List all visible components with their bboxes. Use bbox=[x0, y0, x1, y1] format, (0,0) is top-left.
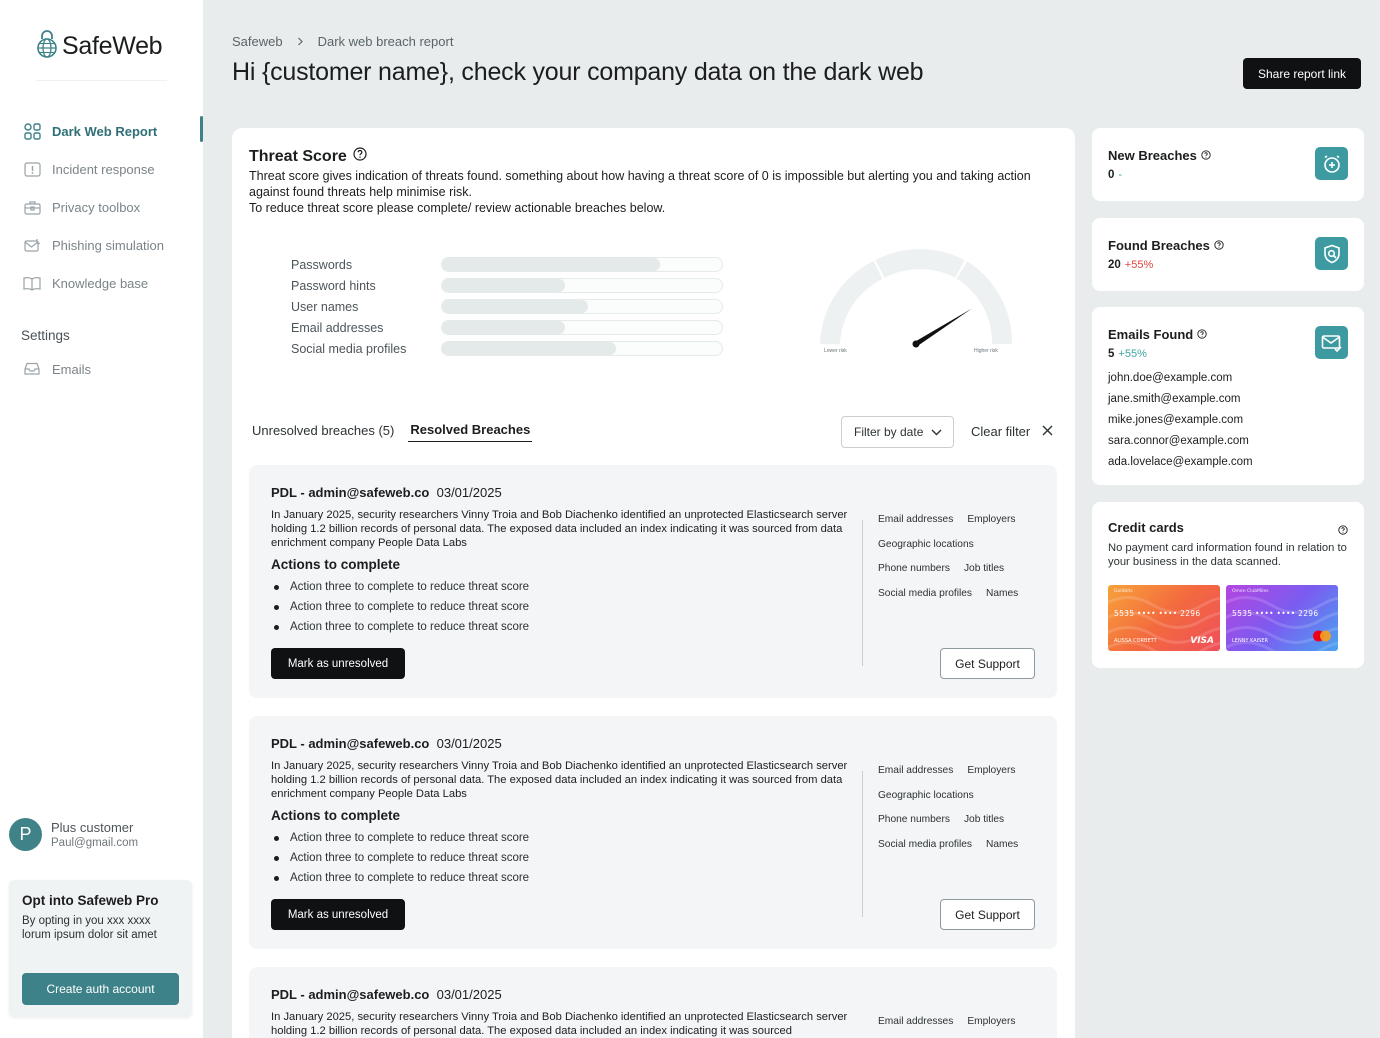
sidebar-nav bbox=[0, 112, 203, 302]
data-type-tags bbox=[878, 1009, 1048, 1034]
globe-lock-icon bbox=[36, 30, 58, 63]
sidebar bbox=[0, 0, 203, 1038]
gauge-low-label: Lower risk bbox=[824, 348, 847, 354]
user-email: Paul@gmail.com bbox=[51, 837, 139, 849]
breach-card bbox=[249, 716, 1057, 949]
breach-card bbox=[249, 967, 1057, 1038]
card-holder: LENNY KAISER bbox=[1232, 638, 1268, 644]
alert-icon bbox=[23, 160, 41, 178]
stat-value bbox=[1108, 259, 1153, 271]
email-list bbox=[1108, 367, 1253, 472]
filter-label: Filter by date bbox=[854, 425, 924, 439]
data-type-tag: Email addresses bbox=[878, 513, 954, 525]
chevron-right-icon bbox=[297, 34, 304, 49]
settings-heading: Settings bbox=[21, 328, 70, 343]
stat-delta: +55% bbox=[1118, 348, 1147, 360]
data-type-tag: Email addresses bbox=[878, 764, 954, 776]
phishing-icon bbox=[23, 236, 41, 254]
tab-resolved-breaches[interactable]: Resolved Breaches bbox=[408, 422, 532, 442]
divider bbox=[862, 771, 863, 917]
threat-score-label: Threat Score bbox=[249, 147, 347, 165]
logo[interactable] bbox=[36, 30, 162, 63]
threat-bar-fill bbox=[442, 321, 565, 334]
credit-cards-text: No payment card information found in relation to your business in the data scanned. bbox=[1108, 542, 1347, 568]
mail-check-icon bbox=[1315, 326, 1348, 359]
card-holder: ALISSA CORBETT bbox=[1114, 638, 1157, 644]
email-item: ada.lovelace@example.com bbox=[1108, 455, 1253, 468]
credit-card-image bbox=[1226, 585, 1338, 651]
breach-source: PDL - admin@safeweb.co bbox=[271, 485, 430, 500]
actions-title: Actions to complete bbox=[271, 557, 401, 572]
breach-tabs bbox=[252, 422, 532, 442]
threat-bar-track bbox=[441, 320, 723, 335]
card-number: 5535 •••• •••• 2296 bbox=[1114, 609, 1201, 618]
threat-bar-label: Social media profiles bbox=[291, 341, 407, 356]
mark-as-unresolved-button[interactable]: Mark as unresolved bbox=[271, 648, 405, 679]
action-list bbox=[271, 828, 529, 888]
breach-date: 03/01/2025 bbox=[436, 736, 502, 751]
threat-bar-row bbox=[291, 254, 723, 275]
action-item: Action three to complete to reduce threat score bbox=[271, 848, 529, 868]
clear-filter-label: Clear filter bbox=[971, 424, 1031, 439]
help-icon[interactable] bbox=[1197, 327, 1207, 342]
sidebar-item-label: Dark Web Report bbox=[52, 123, 158, 139]
sidebar-item-phishing-simulation[interactable] bbox=[0, 226, 203, 264]
help-icon[interactable] bbox=[1338, 522, 1348, 540]
breach-date: 03/01/2025 bbox=[436, 987, 502, 1002]
inbox-icon bbox=[23, 360, 41, 378]
grid-icon bbox=[23, 122, 41, 140]
threat-bar-row bbox=[291, 275, 723, 296]
avatar: P bbox=[9, 818, 42, 851]
breach-date: 03/01/2025 bbox=[436, 485, 502, 500]
help-icon[interactable] bbox=[1201, 148, 1211, 163]
mastercard-logo bbox=[1312, 627, 1332, 646]
user-name: Plus customer bbox=[51, 820, 134, 835]
data-type-tag: Employers bbox=[967, 764, 1016, 776]
threat-bar-label: Passwords bbox=[291, 257, 353, 272]
threat-bar-track bbox=[441, 341, 723, 356]
data-type-tag: Employers bbox=[967, 513, 1016, 525]
breach-header bbox=[271, 736, 502, 751]
gauge-needle bbox=[911, 306, 973, 349]
threat-bar-fill bbox=[442, 279, 565, 292]
threat-bar-label: Password hints bbox=[291, 278, 376, 293]
email-item: sara.connor@example.com bbox=[1108, 434, 1249, 447]
data-type-tag: Job titles bbox=[963, 814, 1005, 826]
close-icon bbox=[1042, 424, 1053, 439]
breach-description: In January 2025, security researchers Vinny Troia and Bob Diachenko identified an unprotected Elasticsearch server holding 1.2 billion records of personal data. The exposed data included an index indicating it was sourced from data enrichment company People Data Labs bbox=[271, 760, 848, 800]
breach-source: PDL - admin@safeweb.co bbox=[271, 736, 430, 751]
user-profile[interactable] bbox=[9, 818, 138, 851]
breadcrumb-item[interactable]: Safeweb bbox=[232, 34, 283, 49]
breach-description: In January 2025, security researchers Vinny Troia and Bob Diachenko identified an unprotected Elasticsearch server holding 1.2 billion records of personal data. The exposed data included an index indicating it was sourced bbox=[271, 1011, 848, 1037]
threat-bar-label: User names bbox=[291, 299, 359, 314]
data-type-tag: Phone numbers bbox=[878, 814, 950, 826]
card-bank-name: Goldbits bbox=[1114, 589, 1133, 594]
sidebar-item-privacy-toolbox[interactable] bbox=[0, 188, 203, 226]
sidebar-item-knowledge-base[interactable] bbox=[0, 264, 203, 302]
divider bbox=[36, 80, 167, 81]
data-type-tag: Social media profiles bbox=[878, 587, 972, 599]
stat-title bbox=[1108, 238, 1224, 253]
new-breaches-card bbox=[1092, 128, 1364, 201]
stat-number: 0 bbox=[1108, 169, 1115, 181]
mark-as-unresolved-button[interactable]: Mark as unresolved bbox=[271, 899, 405, 930]
email-item: mike.jones@example.com bbox=[1108, 413, 1244, 426]
pro-text: By opting in you xxx xxxx lorum ipsum dolor sit amet bbox=[22, 915, 157, 941]
threat-bar-track bbox=[441, 299, 723, 314]
action-item: Action three to complete to reduce threat score bbox=[271, 868, 529, 888]
help-icon[interactable] bbox=[353, 147, 367, 166]
stat-delta: +55% bbox=[1124, 259, 1154, 271]
data-type-tag: Employers bbox=[967, 1015, 1016, 1027]
threat-bar-row bbox=[291, 317, 723, 338]
gauge-high-label: Higher risk bbox=[974, 348, 998, 354]
data-type-tag: Names bbox=[986, 838, 1019, 850]
threat-bar-track bbox=[441, 278, 723, 293]
email-item: jane.smith@example.com bbox=[1108, 392, 1241, 405]
pro-title: Opt into Safeweb Pro bbox=[22, 893, 159, 908]
share-report-link-button[interactable]: Share report link bbox=[1243, 58, 1361, 89]
sidebar-item-label: Knowledge base bbox=[52, 275, 149, 291]
found-breaches-card bbox=[1092, 218, 1364, 291]
card-number: 5535 •••• •••• 2296 bbox=[1232, 609, 1319, 618]
alarm-plus-icon bbox=[1315, 147, 1348, 180]
create-auth-account-button[interactable]: Create auth account bbox=[22, 973, 179, 1005]
data-type-tag: Geographic locations bbox=[878, 789, 974, 801]
data-type-tag: Phone numbers bbox=[878, 563, 950, 575]
stat-title bbox=[1108, 327, 1207, 342]
threat-bar-fill bbox=[442, 258, 660, 271]
data-type-tag: Email addresses bbox=[878, 1015, 954, 1027]
threat-bar-track bbox=[441, 257, 723, 272]
sidebar-item-label: Incident response bbox=[52, 161, 155, 177]
app-name: SafeWeb bbox=[62, 32, 163, 60]
breadcrumb-item[interactable]: Dark web breach report bbox=[317, 34, 454, 49]
threat-bar-label: Email addresses bbox=[291, 320, 384, 335]
stat-number: 20 bbox=[1108, 259, 1121, 271]
sidebar-item-incident-response[interactable] bbox=[0, 150, 203, 188]
credit-cards-card bbox=[1092, 502, 1364, 668]
pro-upsell-card bbox=[9, 880, 192, 1017]
book-icon bbox=[23, 274, 41, 292]
stat-delta: - bbox=[1118, 169, 1123, 181]
threat-bars bbox=[291, 254, 723, 359]
action-item: Action three to complete to reduce threat score bbox=[271, 577, 529, 597]
data-type-tags bbox=[878, 758, 1048, 857]
breach-description: In January 2025, security researchers Vinny Troia and Bob Diachenko identified an unprotected Elasticsearch server holding 1.2 billion records of personal data. The exposed data included an index indicating it was sourced from data enrichment company People Data Labs bbox=[271, 509, 848, 549]
stat-value bbox=[1108, 169, 1122, 181]
sidebar-item-label: Emails bbox=[52, 361, 92, 377]
threat-bar-fill bbox=[442, 300, 588, 313]
main-panel bbox=[232, 128, 1075, 1038]
breach-source: PDL - admin@safeweb.co bbox=[271, 987, 430, 1002]
shield-search-icon bbox=[1315, 237, 1348, 270]
emails-found-card bbox=[1092, 307, 1364, 485]
threat-score-description: Threat score gives indication of threats found. something about how having a threat score of 0 is impossible but alerting you and taking action against found threats help minimise risk. To reduce threat score please complete/ review actionable breaches below. bbox=[249, 169, 1031, 215]
toolbox-icon bbox=[23, 198, 41, 216]
breach-card bbox=[249, 465, 1057, 698]
stat-title-label: Found Breaches bbox=[1108, 238, 1210, 253]
action-item: Action three to complete to reduce threat score bbox=[271, 617, 529, 637]
action-list bbox=[271, 577, 529, 637]
data-type-tags bbox=[878, 507, 1048, 606]
data-type-tag: Job titles bbox=[963, 563, 1005, 575]
sidebar-item-label: Privacy toolbox bbox=[52, 199, 141, 215]
chevron-down-icon bbox=[931, 425, 942, 439]
sidebar-item-emails[interactable] bbox=[0, 350, 203, 388]
breach-header bbox=[271, 485, 502, 500]
get-support-button[interactable]: Get Support bbox=[940, 648, 1035, 679]
action-item: Action three to complete to reduce threat score bbox=[271, 828, 529, 848]
action-item: Action three to complete to reduce threat score bbox=[271, 597, 529, 617]
email-item: john.doe@example.com bbox=[1108, 371, 1233, 384]
threat-bar-fill bbox=[442, 342, 616, 355]
card-bank-name: Omen ClubMiles bbox=[1232, 589, 1269, 594]
visa-logo: VISA bbox=[1190, 636, 1214, 646]
stat-title bbox=[1108, 148, 1211, 163]
data-type-tag: Social media profiles bbox=[878, 838, 972, 850]
divider bbox=[862, 520, 863, 666]
sidebar-item-label: Phishing simulation bbox=[52, 237, 165, 253]
threat-score-title bbox=[249, 147, 367, 166]
stat-value bbox=[1108, 348, 1147, 360]
page-title: Hi {customer name}, check your company data on the dark web bbox=[232, 58, 924, 86]
breach-header bbox=[271, 987, 502, 1002]
filter-by-date-select[interactable] bbox=[841, 416, 954, 448]
get-support-button[interactable]: Get Support bbox=[940, 899, 1035, 930]
threat-bar-row bbox=[291, 338, 723, 359]
credit-card-image bbox=[1108, 585, 1220, 651]
data-type-tag: Geographic locations bbox=[878, 538, 974, 550]
sidebar-item-dark-web-report[interactable] bbox=[0, 112, 203, 150]
help-icon[interactable] bbox=[1214, 238, 1224, 253]
clear-filter-button[interactable] bbox=[971, 424, 1053, 439]
threat-bar-row bbox=[291, 296, 723, 317]
breadcrumb bbox=[232, 34, 453, 49]
risk-gauge bbox=[820, 248, 1020, 363]
stat-title-label: Emails Found bbox=[1108, 327, 1194, 342]
tab-unresolved-breaches[interactable]: Unresolved breaches (5) bbox=[252, 422, 395, 438]
settings-nav bbox=[0, 350, 203, 388]
credit-cards-title: Credit cards bbox=[1108, 520, 1184, 535]
data-type-tag: Names bbox=[986, 587, 1019, 599]
stat-number: 5 bbox=[1108, 348, 1115, 360]
actions-title: Actions to complete bbox=[271, 808, 401, 823]
stat-title-label: New Breaches bbox=[1108, 148, 1197, 163]
